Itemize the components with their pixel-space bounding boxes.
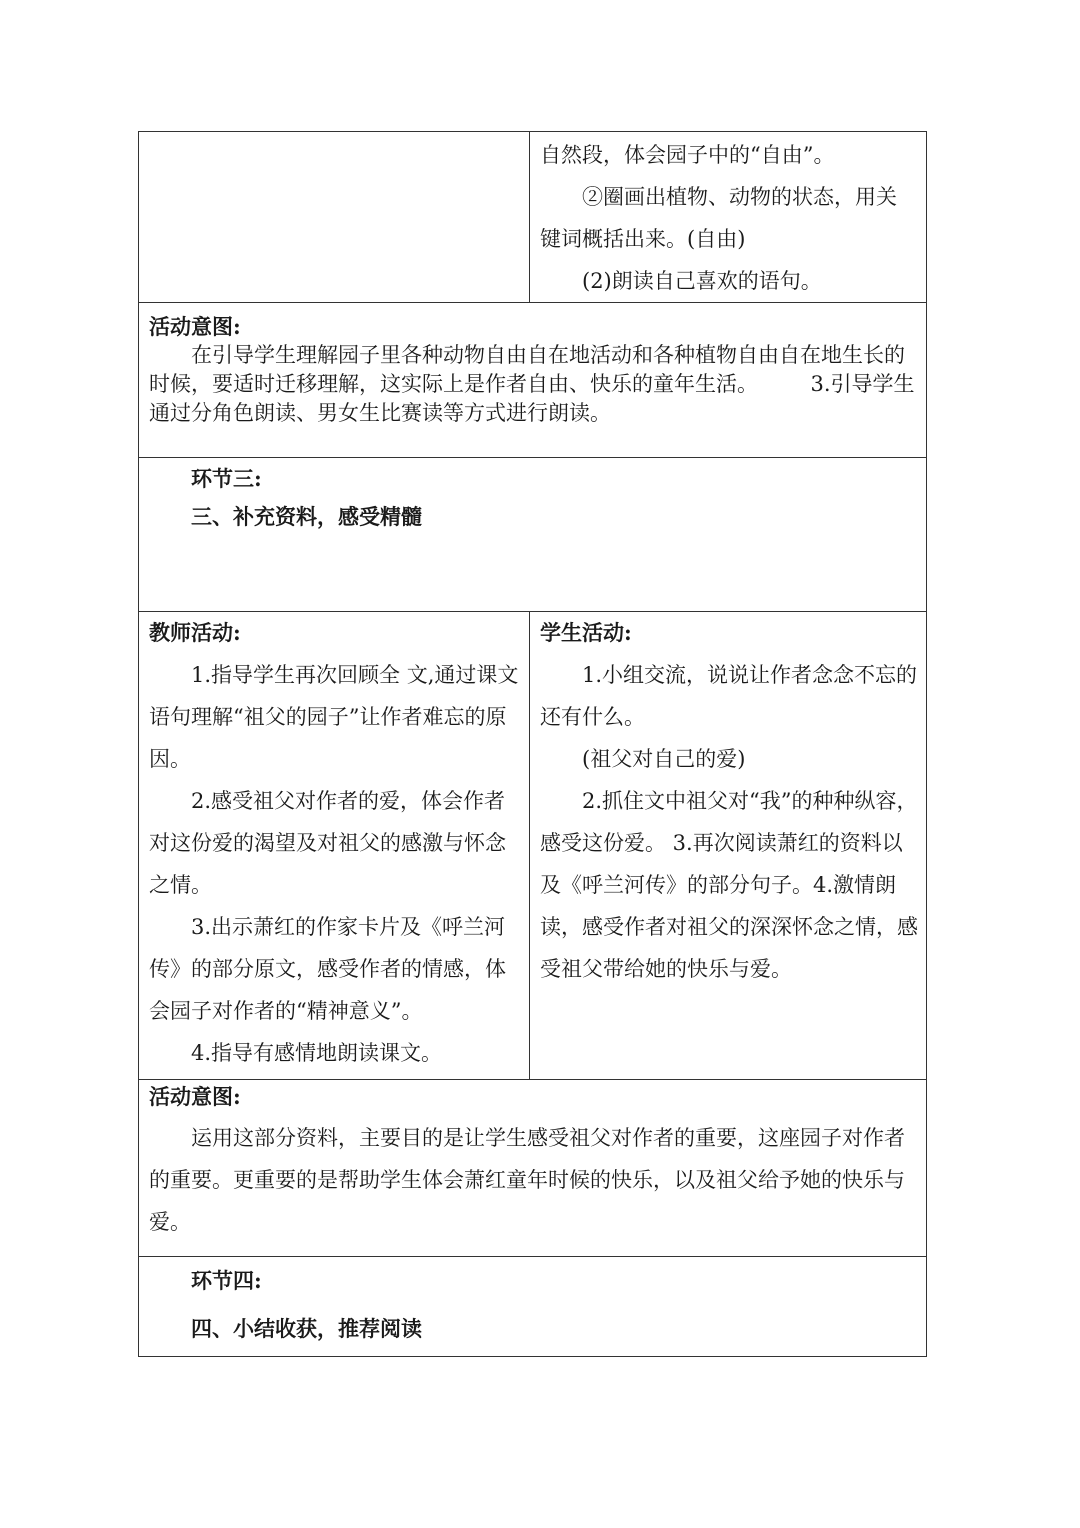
lesson-plan-table <box>138 131 927 1357</box>
text-line: 键词概括出来。(自由) <box>540 227 746 251</box>
section-title: 四、小结收获，推荐阅读 <box>191 1316 422 1341</box>
teacher-item: 1.指导学生再次回顾全 文,通过课文语句理解“祖父的园子”让作者难忘的原因。 <box>149 663 519 771</box>
section-four-cell <box>149 1257 917 1353</box>
activity-intent-cell <box>149 1077 917 1243</box>
text-line: 自然段，体会园子中的“自由”。 <box>540 143 835 167</box>
row-divider <box>139 302 926 303</box>
intent-heading: 活动意图: <box>149 314 241 339</box>
teacher-item: 3.出示萧红的作家卡片及《呼兰河传》的部分原文，感受作者的情感，体会园子对作者的“精神意义”。 <box>149 915 506 1023</box>
section-label: 环节三: <box>191 466 262 491</box>
student-item: (祖父对自己的爱) <box>582 747 746 771</box>
text-line: ②圈画出植物、动物的状态，用关 <box>582 185 897 209</box>
teacher-item: 2.感受祖父对作者的爱，体会作者对这份爱的渴望及对祖父的感激与怀念之情。 <box>149 789 506 897</box>
student-heading: 学生活动: <box>540 620 632 645</box>
teacher-heading: 教师活动: <box>149 620 241 645</box>
teacher-activity-cell <box>149 612 521 1074</box>
column-divider <box>529 611 530 1079</box>
student-item: 2.抓住文中祖父对“我”的种种纵容，感受这份爱。 3.再次阅读萧红的资料以及《呼兰河传》的部分句子。4.激情朗读，感受作者对祖父的深深怀念之情，感受祖父带给她的快乐与爱。 <box>540 789 918 981</box>
student-item: 1.小组交流，说说让作者念念不忘的还有什么。 <box>540 663 918 729</box>
section-title: 三、补充资料，感受精髓 <box>191 504 422 529</box>
student-activity-cell <box>540 612 918 990</box>
row1-right-cell <box>540 134 918 302</box>
intent-heading: 活动意图: <box>149 1084 241 1109</box>
text-line: (2)朗读自己喜欢的语句。 <box>582 269 822 293</box>
intent-text: 在引导学生理解园子里各种动物自由自在地活动和各种植物自由自在地生长的时候，要适时迁移理解，这实际上是作者自由、快乐的童年生活。 3.引导学生通过分角色朗读、男女生比赛读等方式进行朗读。 <box>149 343 915 425</box>
row-divider <box>139 457 926 458</box>
intent-text: 运用这部分资料，主要目的是让学生感受祖父对作者的重要，这座园子对作者的重要。更重要的是帮助学生体会萧红童年时候的快乐，以及祖父给予她的快乐与爱。 <box>149 1126 905 1234</box>
column-divider <box>529 132 530 302</box>
teacher-item: 4.指导有感情地朗读课文。 <box>191 1041 443 1065</box>
section-three-cell <box>149 460 917 536</box>
activity-intent-cell <box>149 312 917 428</box>
section-label: 环节四: <box>191 1268 262 1293</box>
